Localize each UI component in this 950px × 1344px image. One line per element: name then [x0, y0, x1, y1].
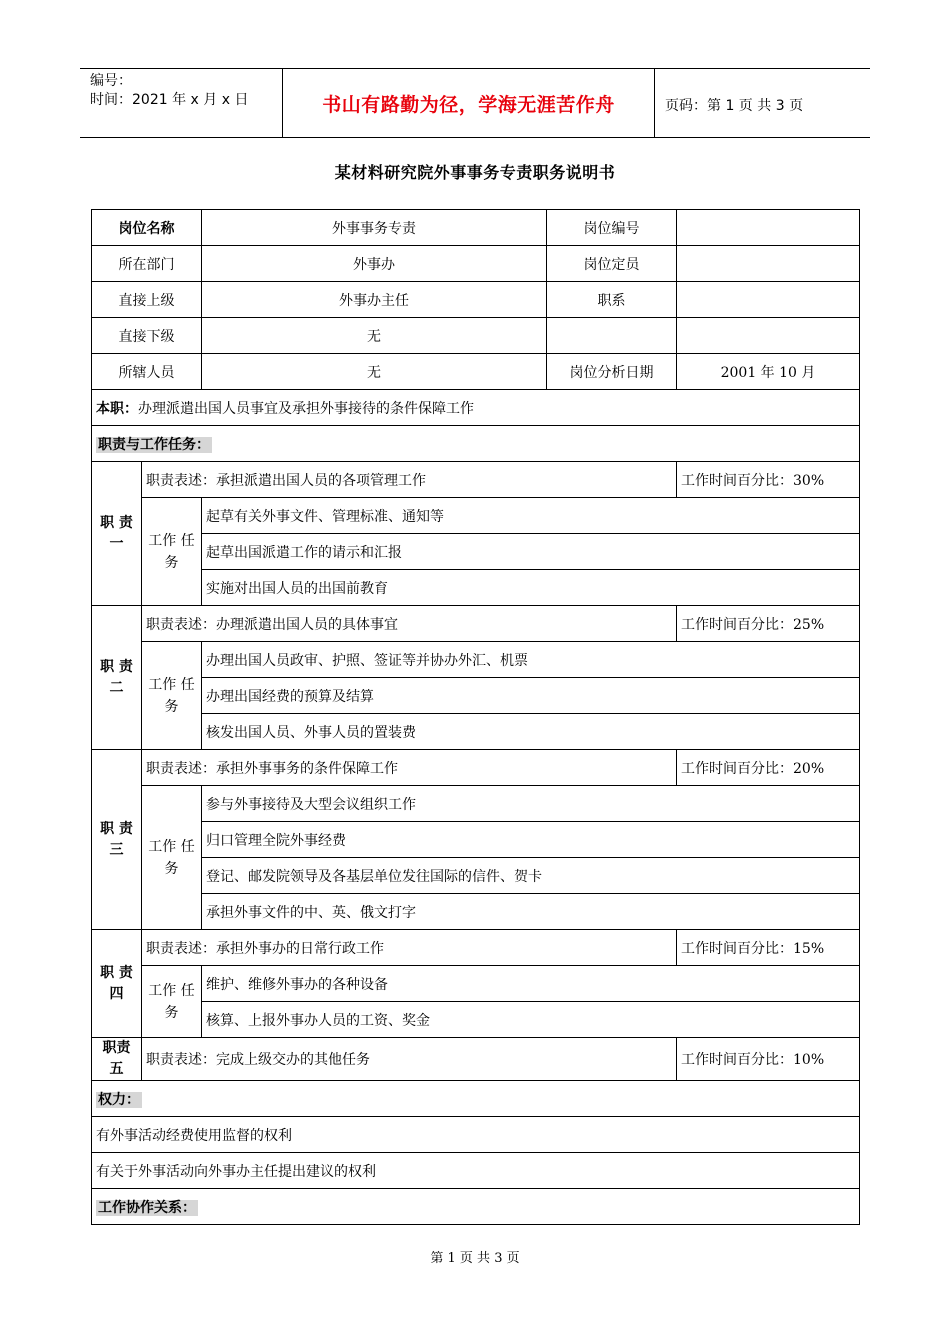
info-row — [92, 354, 860, 390]
duty-summary-cell — [92, 390, 860, 426]
duty-summary-text: 办理派遣出国人员事宜及承担外事接待的条件保障工作 — [138, 400, 474, 417]
duty-summary-label: 本职： — [96, 400, 138, 417]
work-tasks-label: 工作 任务 — [142, 966, 202, 1038]
field-value: 外事办 — [202, 246, 547, 282]
duty-row — [92, 1038, 860, 1081]
info-row — [92, 282, 860, 318]
task-row — [92, 534, 860, 570]
field-value: 2001 年 10 月 — [677, 354, 860, 390]
info-row — [92, 318, 860, 354]
task-item: 起草有关外事文件、管理标准、通知等 — [202, 498, 860, 534]
task-item: 核算、上报外事办人员的工资、奖金 — [202, 1002, 860, 1038]
task-row — [92, 858, 860, 894]
task-item: 参与外事接待及大型会议组织工作 — [202, 786, 860, 822]
duty-name: 职 责 四 — [92, 930, 142, 1038]
task-item: 核发出国人员、外事人员的置装费 — [202, 714, 860, 750]
field-value: 外事办主任 — [202, 282, 547, 318]
duty-description: 职责表述：承担外事事务的条件保障工作 — [142, 750, 677, 786]
duty-row — [92, 462, 860, 498]
authority-row — [92, 1117, 860, 1153]
header-divider — [654, 69, 655, 137]
duty-name: 职 责 一 — [92, 462, 142, 606]
task-item: 维护、维修外事办的各种设备 — [202, 966, 860, 1002]
authority-title: 权力： — [98, 1091, 140, 1108]
duty-row — [92, 750, 860, 786]
field-value: 外事事务专责 — [202, 210, 547, 246]
field-label: 岗位编号 — [547, 210, 677, 246]
field-label: 所辖人员 — [92, 354, 202, 390]
field-label: 直接下级 — [92, 318, 202, 354]
task-item: 承担外事文件的中、英、俄文打字 — [202, 894, 860, 930]
duty-name: 职责 五 — [92, 1038, 142, 1081]
task-row — [92, 498, 860, 534]
field-value — [677, 210, 860, 246]
header-page-info: 页码：第 1 页 共 3 页 — [665, 98, 804, 114]
authority-section-header — [92, 1081, 860, 1117]
task-item: 办理出国人员政审、护照、签证等并协办外汇、机票 — [202, 642, 860, 678]
document-time-label: 时间：2021 年 x 月 x 日 — [90, 92, 249, 108]
cooperation-section-header — [92, 1189, 860, 1225]
authority-item: 有关于外事活动向外事办主任提出建议的权利 — [92, 1153, 860, 1189]
duty-summary-row — [92, 390, 860, 426]
duty-time-percent: 工作时间百分比：30% — [677, 462, 860, 498]
duty-description: 职责表述：办理派遣出国人员的具体事宜 — [142, 606, 677, 642]
document-number-label: 编号： — [90, 73, 132, 89]
duty-time-percent: 工作时间百分比：15% — [677, 930, 860, 966]
duty-row — [92, 930, 860, 966]
section-header-row — [92, 1189, 860, 1225]
task-item: 登记、邮发院领导及各基层单位发往国际的信件、贺卡 — [202, 858, 860, 894]
duty-description: 职责表述：完成上级交办的其他任务 — [142, 1038, 677, 1081]
task-row — [92, 822, 860, 858]
work-tasks-label: 工作 任务 — [142, 498, 202, 606]
field-label: 职系 — [547, 282, 677, 318]
duty-description: 职责表述：承担外事办的日常行政工作 — [142, 930, 677, 966]
field-value — [677, 246, 860, 282]
field-label: 岗位定员 — [547, 246, 677, 282]
authority-row — [92, 1153, 860, 1189]
header-motto: 书山有路勤为径，学海无涯苦作舟 — [322, 93, 615, 116]
field-label: 岗位分析日期 — [547, 354, 677, 390]
job-description-table — [91, 209, 860, 1225]
task-row — [92, 570, 860, 606]
task-item: 归口管理全院外事经费 — [202, 822, 860, 858]
task-item: 起草出国派遣工作的请示和汇报 — [202, 534, 860, 570]
task-item: 办理出国经费的预算及结算 — [202, 678, 860, 714]
duty-name: 职 责 三 — [92, 750, 142, 930]
cooperation-title: 工作协作关系： — [98, 1199, 196, 1216]
field-label: 直接上级 — [92, 282, 202, 318]
task-item: 实施对出国人员的出国前教育 — [202, 570, 860, 606]
task-row — [92, 642, 860, 678]
work-tasks-label: 工作 任务 — [142, 642, 202, 750]
authority-item: 有外事活动经费使用监督的权利 — [92, 1117, 860, 1153]
section-header-row — [92, 1081, 860, 1117]
duty-time-percent: 工作时间百分比：20% — [677, 750, 860, 786]
field-value — [677, 318, 860, 354]
duty-time-percent: 工作时间百分比：25% — [677, 606, 860, 642]
task-row — [92, 966, 860, 1002]
document-title: 某材料研究院外事事务专责职务说明书 — [334, 163, 616, 182]
task-row — [92, 894, 860, 930]
duty-time-percent: 工作时间百分比：10% — [677, 1038, 860, 1081]
duty-row — [92, 606, 860, 642]
duties-section-title: 职责与工作任务： — [98, 436, 210, 453]
task-row — [92, 1002, 860, 1038]
task-row — [92, 786, 860, 822]
info-row — [92, 246, 860, 282]
duties-section-header — [92, 426, 860, 462]
duty-description: 职责表述：承担派遣出国人员的各项管理工作 — [142, 462, 677, 498]
section-header-row — [92, 426, 860, 462]
duty-name: 职 责 二 — [92, 606, 142, 750]
field-label: 所在部门 — [92, 246, 202, 282]
field-value: 无 — [202, 354, 547, 390]
info-row — [92, 210, 860, 246]
field-label: 岗位名称 — [92, 210, 202, 246]
page-header — [80, 68, 870, 138]
work-tasks-label: 工作 任务 — [142, 786, 202, 930]
task-row — [92, 714, 860, 750]
page-footer: 第 1 页 共 3 页 — [430, 1251, 520, 1266]
field-label — [547, 318, 677, 354]
task-row — [92, 678, 860, 714]
field-value — [677, 282, 860, 318]
header-meta — [90, 72, 248, 110]
field-value: 无 — [202, 318, 547, 354]
